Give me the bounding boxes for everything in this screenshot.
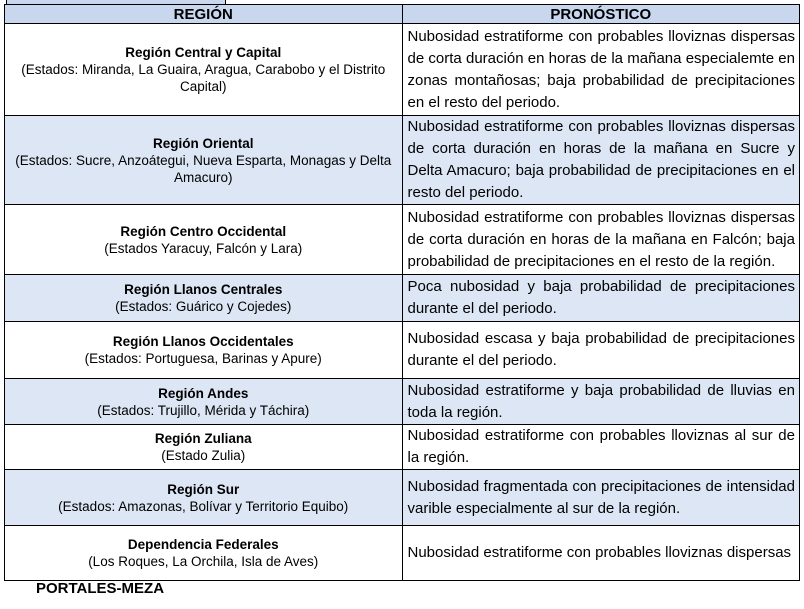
forecast-cell: Nubosidad escasa y baja probabilidad de precipitaciones durante el del periodo.	[402, 322, 800, 379]
region-cell	[5, 425, 403, 470]
region-name: Región Llanos Centrales	[124, 282, 283, 297]
forecast-cell: Nubosidad fragmentada con precipitaciones de intensidad varible especialmente al sur de la región.	[402, 470, 800, 526]
forecast-column-header: PRONÓSTICO	[402, 5, 800, 24]
region-name: Región Llanos Occidentales	[112, 334, 294, 349]
region-name: Región Central y Capital	[125, 45, 282, 60]
region-cell	[5, 275, 403, 322]
table-row	[5, 322, 800, 379]
region-column-header: REGIÓN	[5, 5, 403, 24]
forecast-cell: Nubosidad estratiforme con probables lloviznas dispersas	[402, 526, 800, 581]
footer-signature: PORTALES-MEZA	[36, 580, 165, 597]
forecast-table	[4, 4, 800, 581]
region-cell	[5, 526, 403, 581]
forecast-cell: Nubosidad estratiforme y baja probabilidad de lluvias en toda la región.	[402, 379, 800, 425]
region-name: Región Andes	[158, 385, 249, 401]
table-row	[5, 526, 800, 581]
region-states: (Estados: Amazonas, Bolívar y Territorio Equibo)	[58, 498, 349, 514]
region-states: (Estados: Sucre, Anzoátegui, Nueva Esparta, Monagas y Delta Amacuro)	[15, 152, 392, 185]
region-states: (Estados: Portuguesa, Barinas y Apure)	[84, 351, 322, 366]
forecast-cell: Nubosidad estratiforme con probables lloviznas al sur de la región.	[402, 425, 800, 470]
table-row	[5, 425, 800, 470]
forecast-cell: Nubosidad estratiforme con probables lloviznas dispersas de corta duración en horas de la mañana en Sucre y Delta Amacuro; baja probabilidad de precipitaciones en el resto del periodo.	[402, 116, 800, 205]
region-states: (Estado Zulia)	[161, 448, 246, 463]
region-cell	[5, 116, 403, 205]
region-name: Región Zuliana	[154, 431, 252, 446]
forecast-cell: Poca nubosidad y baja probabilidad de precipitaciones durante el del periodo.	[402, 275, 800, 322]
region-states: (Estados Yaracuy, Falcón y Lara)	[104, 240, 303, 256]
table-header-row	[5, 5, 800, 24]
region-name: Dependencia Federales	[127, 537, 279, 552]
region-states: (Estados: Guárico y Cojedes)	[115, 299, 292, 314]
table-row	[5, 24, 800, 116]
table-row	[5, 275, 800, 322]
forecast-cell: Nubosidad estratiforme con probables lloviznas dispersas de corta duración en horas de la mañana especialemte en zonas montañosas; baja probabilidad de precipitaciones en el resto del periodo.	[402, 24, 800, 116]
region-name: Región Sur	[167, 481, 240, 497]
region-states: (Los Roques, La Orchila, Isla de Aves)	[88, 554, 319, 569]
table-row	[5, 379, 800, 425]
region-cell	[5, 24, 403, 116]
region-name: Región Oriental	[152, 135, 254, 151]
region-name: Región Centro Occidental	[120, 223, 287, 239]
region-states: (Estados: Miranda, La Guaira, Aragua, Carabobo y el Distrito Capital)	[21, 62, 386, 94]
region-cell	[5, 322, 403, 379]
table-row	[5, 470, 800, 526]
forecast-cell: Nubosidad estratiforme con probables lloviznas dispersas de corta duración en horas de la mañana en Falcón; baja probabilidad de precipitaciones en el resto de la región.	[402, 205, 800, 275]
region-cell	[5, 470, 403, 526]
region-cell	[5, 379, 403, 425]
table-row	[5, 205, 800, 275]
table-row	[5, 116, 800, 205]
region-cell	[5, 205, 403, 275]
region-states: (Estados: Trujillo, Mérida y Táchira)	[97, 402, 310, 418]
